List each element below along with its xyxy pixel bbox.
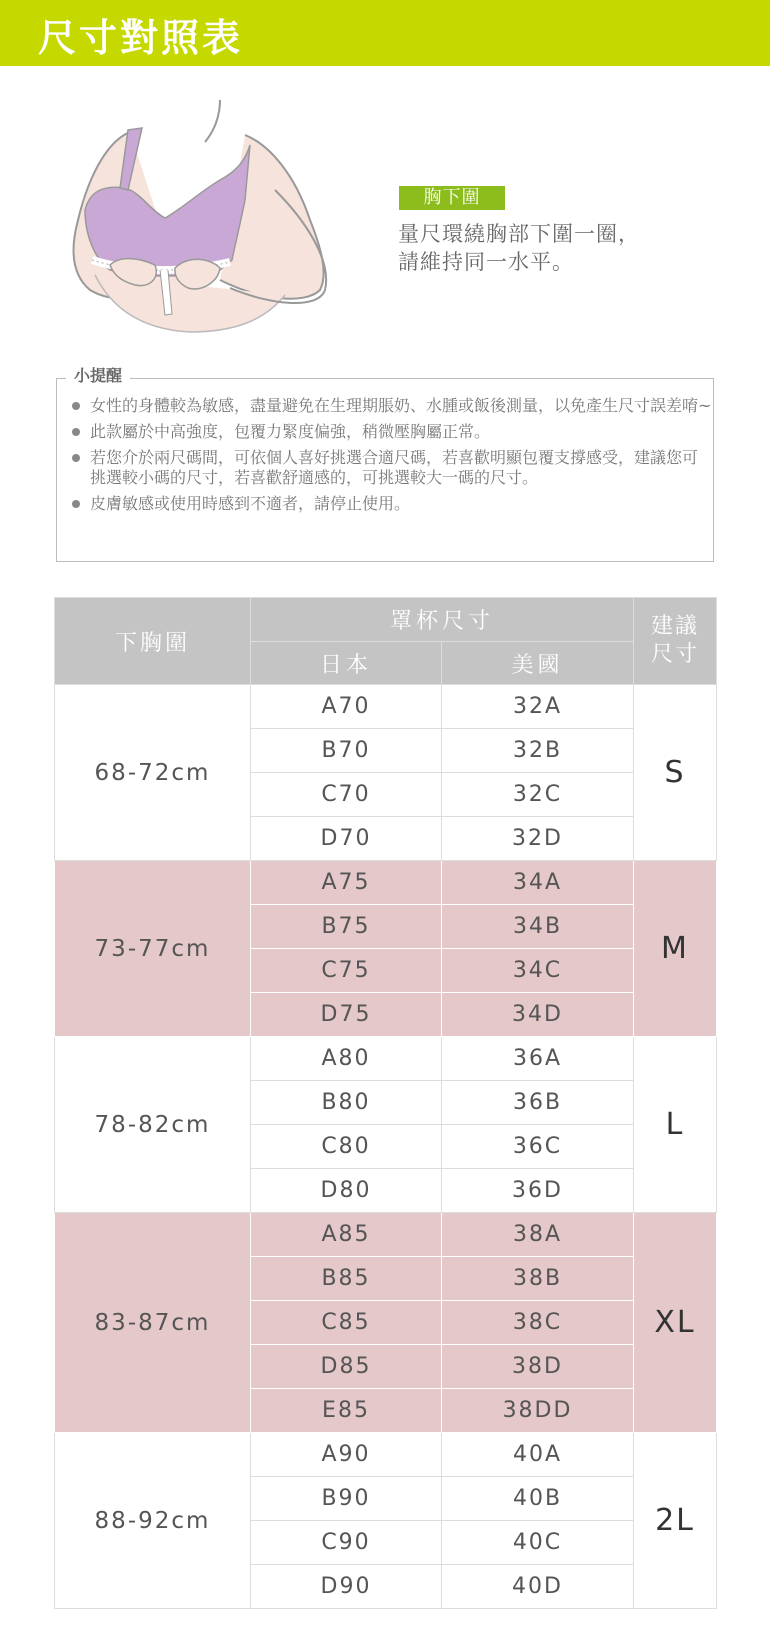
jp-size: D85: [251, 1345, 442, 1389]
tip-item: 此款屬於中高強度，包覆力緊度偏強，稍微壓胸屬正常。: [72, 422, 712, 442]
header-suggested-size: [634, 598, 717, 685]
us-size: 38D: [442, 1345, 634, 1389]
measure-desc-line2: 請維持同一水平。: [398, 250, 574, 274]
header-cup-size: 罩杯尺寸: [251, 598, 634, 642]
us-size: 36A: [442, 1037, 634, 1081]
table-row: [55, 861, 717, 905]
jp-size: A85: [251, 1213, 442, 1257]
us-size: 38B: [442, 1257, 634, 1301]
header-suggested-line1: 建議: [650, 614, 699, 639]
table-row: [55, 685, 717, 729]
us-size: 38DD: [442, 1389, 634, 1433]
header-underbust: 下胸圍: [55, 598, 251, 685]
tips-title: 小提醒: [66, 363, 130, 386]
jp-size: A75: [251, 861, 442, 905]
underbust-range: 83-87cm: [55, 1213, 251, 1433]
bra-measurement-illustration: [70, 100, 355, 360]
us-size: 34C: [442, 949, 634, 993]
page-header: [0, 0, 770, 66]
jp-size: A90: [251, 1433, 442, 1477]
tip-item: 若您介於兩尺碼間，可依個人喜好挑選合適尺碼，若喜歡明顯包覆支撐感受，建議您可挑選較小碼的尺寸，若喜歡舒適感的，可挑選較大一碼的尺寸。: [72, 448, 712, 488]
header-suggested-line2: 尺寸: [650, 642, 699, 667]
measure-desc-line1: 量尺環繞胸部下圍一圈，: [398, 222, 640, 246]
suggested-size: M: [634, 861, 717, 1037]
suggested-size: 2L: [634, 1433, 717, 1609]
jp-size: C85: [251, 1301, 442, 1345]
us-size: 34B: [442, 905, 634, 949]
tip-item: 女性的身體較為敏感，盡量避免在生理期脹奶、水腫或飯後測量，以免產生尺寸誤差唷~: [72, 396, 712, 416]
table-row: [55, 1213, 717, 1257]
jp-size: C75: [251, 949, 442, 993]
us-size: 40B: [442, 1477, 634, 1521]
us-size: 40D: [442, 1565, 634, 1609]
us-size: 38C: [442, 1301, 634, 1345]
us-size: 32C: [442, 773, 634, 817]
jp-size: A80: [251, 1037, 442, 1081]
jp-size: B70: [251, 729, 442, 773]
tips-list: [72, 396, 712, 520]
jp-size: B75: [251, 905, 442, 949]
us-size: 34A: [442, 861, 634, 905]
us-size: 32D: [442, 817, 634, 861]
page-title: 尺寸對照表: [38, 16, 244, 60]
us-size: 32B: [442, 729, 634, 773]
us-size: 38A: [442, 1213, 634, 1257]
jp-size: A70: [251, 685, 442, 729]
jp-size: D70: [251, 817, 442, 861]
header-usa: 美國: [442, 642, 634, 685]
jp-size: D90: [251, 1565, 442, 1609]
jp-size: D75: [251, 993, 442, 1037]
suggested-size: S: [634, 685, 717, 861]
jp-size: C70: [251, 773, 442, 817]
us-size: 32A: [442, 685, 634, 729]
jp-size: B90: [251, 1477, 442, 1521]
size-chart-table: [54, 597, 717, 1609]
jp-size: D80: [251, 1169, 442, 1213]
jp-size: B85: [251, 1257, 442, 1301]
table-row: [55, 1037, 717, 1081]
underbust-label-tag: 胸下圍: [399, 186, 505, 210]
jp-size: C80: [251, 1125, 442, 1169]
underbust-range: 68-72cm: [55, 685, 251, 861]
jp-size: C90: [251, 1521, 442, 1565]
us-size: 34D: [442, 993, 634, 1037]
us-size: 40A: [442, 1433, 634, 1477]
underbust-range: 88-92cm: [55, 1433, 251, 1609]
suggested-size: L: [634, 1037, 717, 1213]
us-size: 36B: [442, 1081, 634, 1125]
measure-description: [398, 220, 640, 276]
jp-size: B80: [251, 1081, 442, 1125]
suggested-size: XL: [634, 1213, 717, 1433]
header-japan: 日本: [251, 642, 442, 685]
tip-item: 皮膚敏感或使用時感到不適者，請停止使用。: [72, 494, 712, 514]
underbust-range: 73-77cm: [55, 861, 251, 1037]
jp-size: E85: [251, 1389, 442, 1433]
us-size: 36D: [442, 1169, 634, 1213]
underbust-range: 78-82cm: [55, 1037, 251, 1213]
us-size: 36C: [442, 1125, 634, 1169]
us-size: 40C: [442, 1521, 634, 1565]
table-row: [55, 1433, 717, 1477]
